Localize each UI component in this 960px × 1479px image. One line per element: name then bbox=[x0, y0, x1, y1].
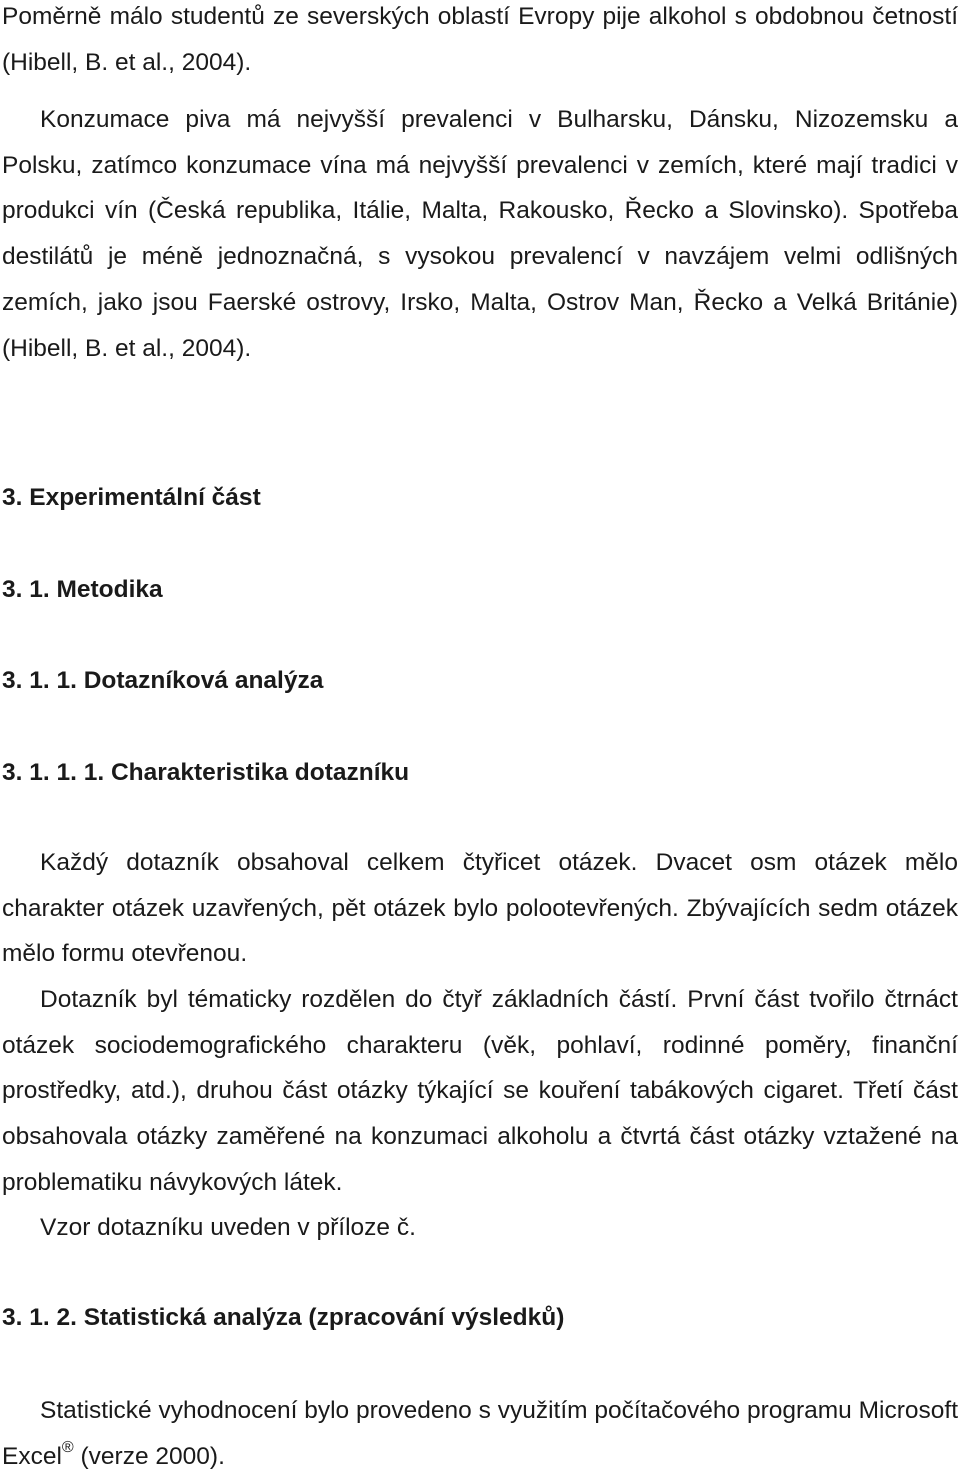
registered-mark: ® bbox=[61, 1438, 74, 1456]
paragraph-beverages: Konzumace piva má nejvyšší prevalenci v Bulharsku, Dánsku, Nizozemsku a Polsku, zatímco konzumace vína má nejvyšší prevalenci v zemích, které mají tradici v produkci vín (Česká republika, Itálie, Malta, Rakousko, Řecko a Slovinsko). Spotřeba destilátů je méně jednoznačná, s vysokou prevalencí v navzájem velmi odlišných zemích, jako jsou Faerské ostrovy, Irsko, Malta, Ostrov Man, Řecko a Velká Británie) (Hibell, B. et al., 2004). bbox=[2, 106, 958, 362]
heading-section-3-1-2: 3. 1. 2. Statistická analýza (zpracování výsledků) bbox=[2, 1304, 565, 1331]
heading-section-3: 3. Experimentální část bbox=[2, 484, 261, 511]
paragraph-structure: Dotazník byl tématicky rozdělen do čtyř základních částí. První část tvořilo čtrnáct otázek sociodemografického charakteru (věk, pohlaví, rodinné poměry, finanční prostředky, atd.), druhou část otázky týkající se kouření tabákových cigaret. Třetí část obsahovala otázky zaměřené na konzumaci alkoholu a čtvrtá část otázky vztažené na problematiku návykových látek. bbox=[2, 986, 958, 1196]
paragraph-appendix: Vzor dotazníku uveden v příloze č. bbox=[40, 1214, 416, 1241]
heading-section-3-1-1: 3. 1. 1. Dotazníková analýza bbox=[2, 667, 324, 694]
heading-section-3-1-1-1: 3. 1. 1. 1. Charakteristika dotazníku bbox=[2, 759, 410, 786]
statistics-text: Statistické vyhodnocení bylo provedeno s využitím počítačového programu Microsoft Excel bbox=[2, 1397, 958, 1470]
heading-section-3-1: 3. 1. Metodika bbox=[2, 576, 163, 603]
paragraph-questions: Každý dotazník obsahoval celkem čtyřicet otázek. Dvacet osm otázek mělo charakter otázek uzavřených, pět otázek bylo polootevřených. Zbývajících sedm otázek mělo formu otevřenou. bbox=[2, 849, 958, 968]
paragraph-intro: Poměrně málo studentů ze severských oblastí Evropy pije alkohol s obdobnou četností (Hibell, B. et al., 2004). bbox=[2, 3, 958, 76]
statistics-version: (verze 2000). bbox=[73, 1442, 225, 1470]
paragraph-statistics bbox=[2, 1388, 958, 1479]
